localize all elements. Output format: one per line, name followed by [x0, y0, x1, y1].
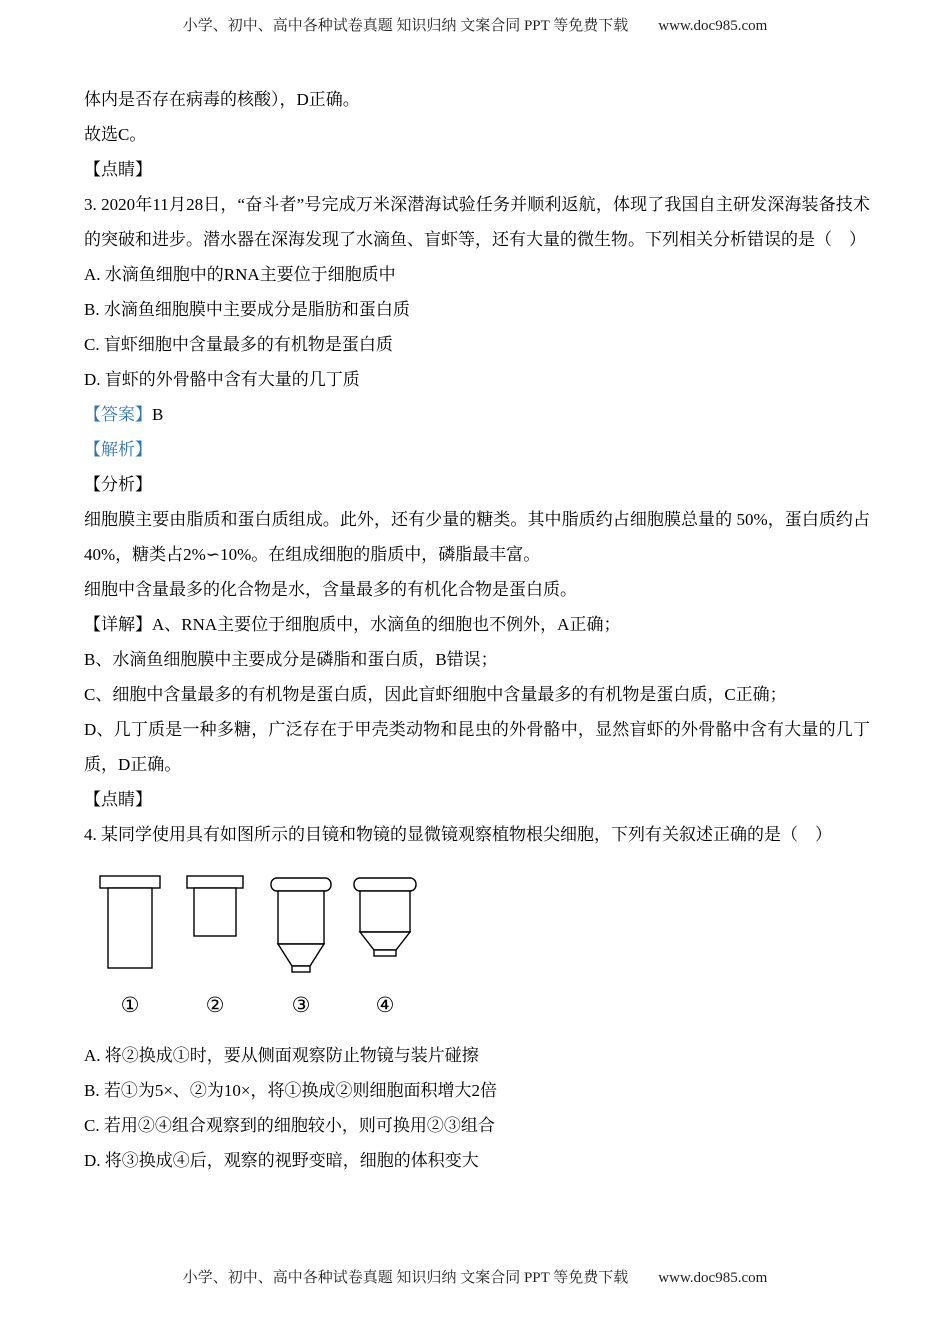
microscope-lenses-figure [88, 870, 870, 1020]
question-4-stem: 4. 某同学使用具有如图所示的目镜和物镜的显微镜观察植物根尖细胞，下列有关叙述正确的是（ ） [84, 825, 832, 844]
question-3-option-b: B. 水滴鱼细胞膜中主要成分是脂肪和蛋白质 [84, 300, 410, 319]
carryover-choice-line: 故选C。 [84, 125, 147, 144]
answer-value: B [152, 405, 164, 424]
objective-long-drawing [271, 878, 331, 972]
document-body [84, 82, 870, 1178]
question-3-option-c: C. 盲虾细胞中含量最多的有机物是蛋白质 [84, 335, 393, 354]
lens-label-4: ④ [375, 993, 395, 1017]
page-header: 小学、初中、高中各种试卷真题 知识归纳 文案合同 PPT 等免费下载 www.doc985.com [182, 18, 768, 34]
question-3-stem: 3. 2020年11月28日，“奋斗者”号完成万米深潜海试验任务并顺利返航，体现了我国自主研发深海装备技术的突破和进步。潜水器在深海发现了水滴鱼、盲虾等，还有大量的微生物。下列相关分析错误的是（ ） [84, 195, 870, 249]
lens-diagram-svg [88, 870, 428, 1020]
detail-paragraph-c: C、细胞中含量最多的有机物是蛋白质，因此盲虾细胞中含量最多的有机物是蛋白质，C正确； [84, 685, 787, 704]
question-4-option-b: B. 若①为5×、②为10×，将①换成②则细胞面积增大2倍 [84, 1081, 498, 1100]
dianjing-label-2: 【点睛】 [84, 790, 152, 809]
analysis-paragraph-2: 细胞中含量最多的化合物是水，含量最多的有机化合物是蛋白质。 [84, 580, 577, 599]
question-4-option-c: C. 若用②④组合观察到的细胞较小，则可换用②③组合 [84, 1116, 495, 1135]
detail-paragraph-d: D、几丁质是一种多糖，广泛存在于甲壳类动物和昆虫的外骨骼中，显然盲虾的外骨骼中含有大量的几丁质，D正确。 [84, 720, 870, 774]
detail-paragraph-b: B、水滴鱼细胞膜中主要成分是磷脂和蛋白质，B错误； [84, 650, 498, 669]
fenxi-label: 【分析】 [84, 475, 152, 494]
detail-paragraph-a: 【详解】A、RNA主要位于细胞质中，水滴鱼的细胞也不例外，A正确； [84, 615, 621, 634]
eyepiece-short-drawing [187, 876, 243, 936]
answer-line [84, 397, 870, 432]
lens-label-3: ③ [291, 993, 311, 1017]
dianjing-label: 【点睛】 [84, 160, 152, 179]
question-4-option-a: A. 将②换成①时，要从侧面观察防止物镜与装片碰擦 [84, 1046, 479, 1065]
question-3-option-a: A. 水滴鱼细胞中的RNA主要位于细胞质中 [84, 265, 396, 284]
page-footer: 小学、初中、高中各种试卷真题 知识归纳 文案合同 PPT 等免费下载 www.doc985.com [182, 1270, 768, 1286]
answer-label: 【答案】 [84, 405, 152, 424]
analysis-paragraph-1: 细胞膜主要由脂质和蛋白质组成。此外，还有少量的糖类。其中脂质约占细胞膜总量的 50%，蛋白质约占40%，糖类占2%∽10%。在组成细胞的脂质中，磷脂最丰富。 [84, 510, 870, 564]
objective-short-drawing [354, 878, 416, 956]
carryover-line: 体内是否存在病毒的核酸），D正确。 [84, 90, 360, 109]
question-3-option-d: D. 盲虾的外骨骼中含有大量的几丁质 [84, 370, 360, 389]
question-4-option-d: D. 将③换成④后，观察的视野变暗，细胞的体积变大 [84, 1151, 479, 1170]
eyepiece-long-drawing [100, 876, 160, 968]
lens-label-1: ① [120, 993, 140, 1017]
lens-label-2: ② [205, 993, 225, 1017]
jiexi-label: 【解析】 [84, 440, 152, 459]
